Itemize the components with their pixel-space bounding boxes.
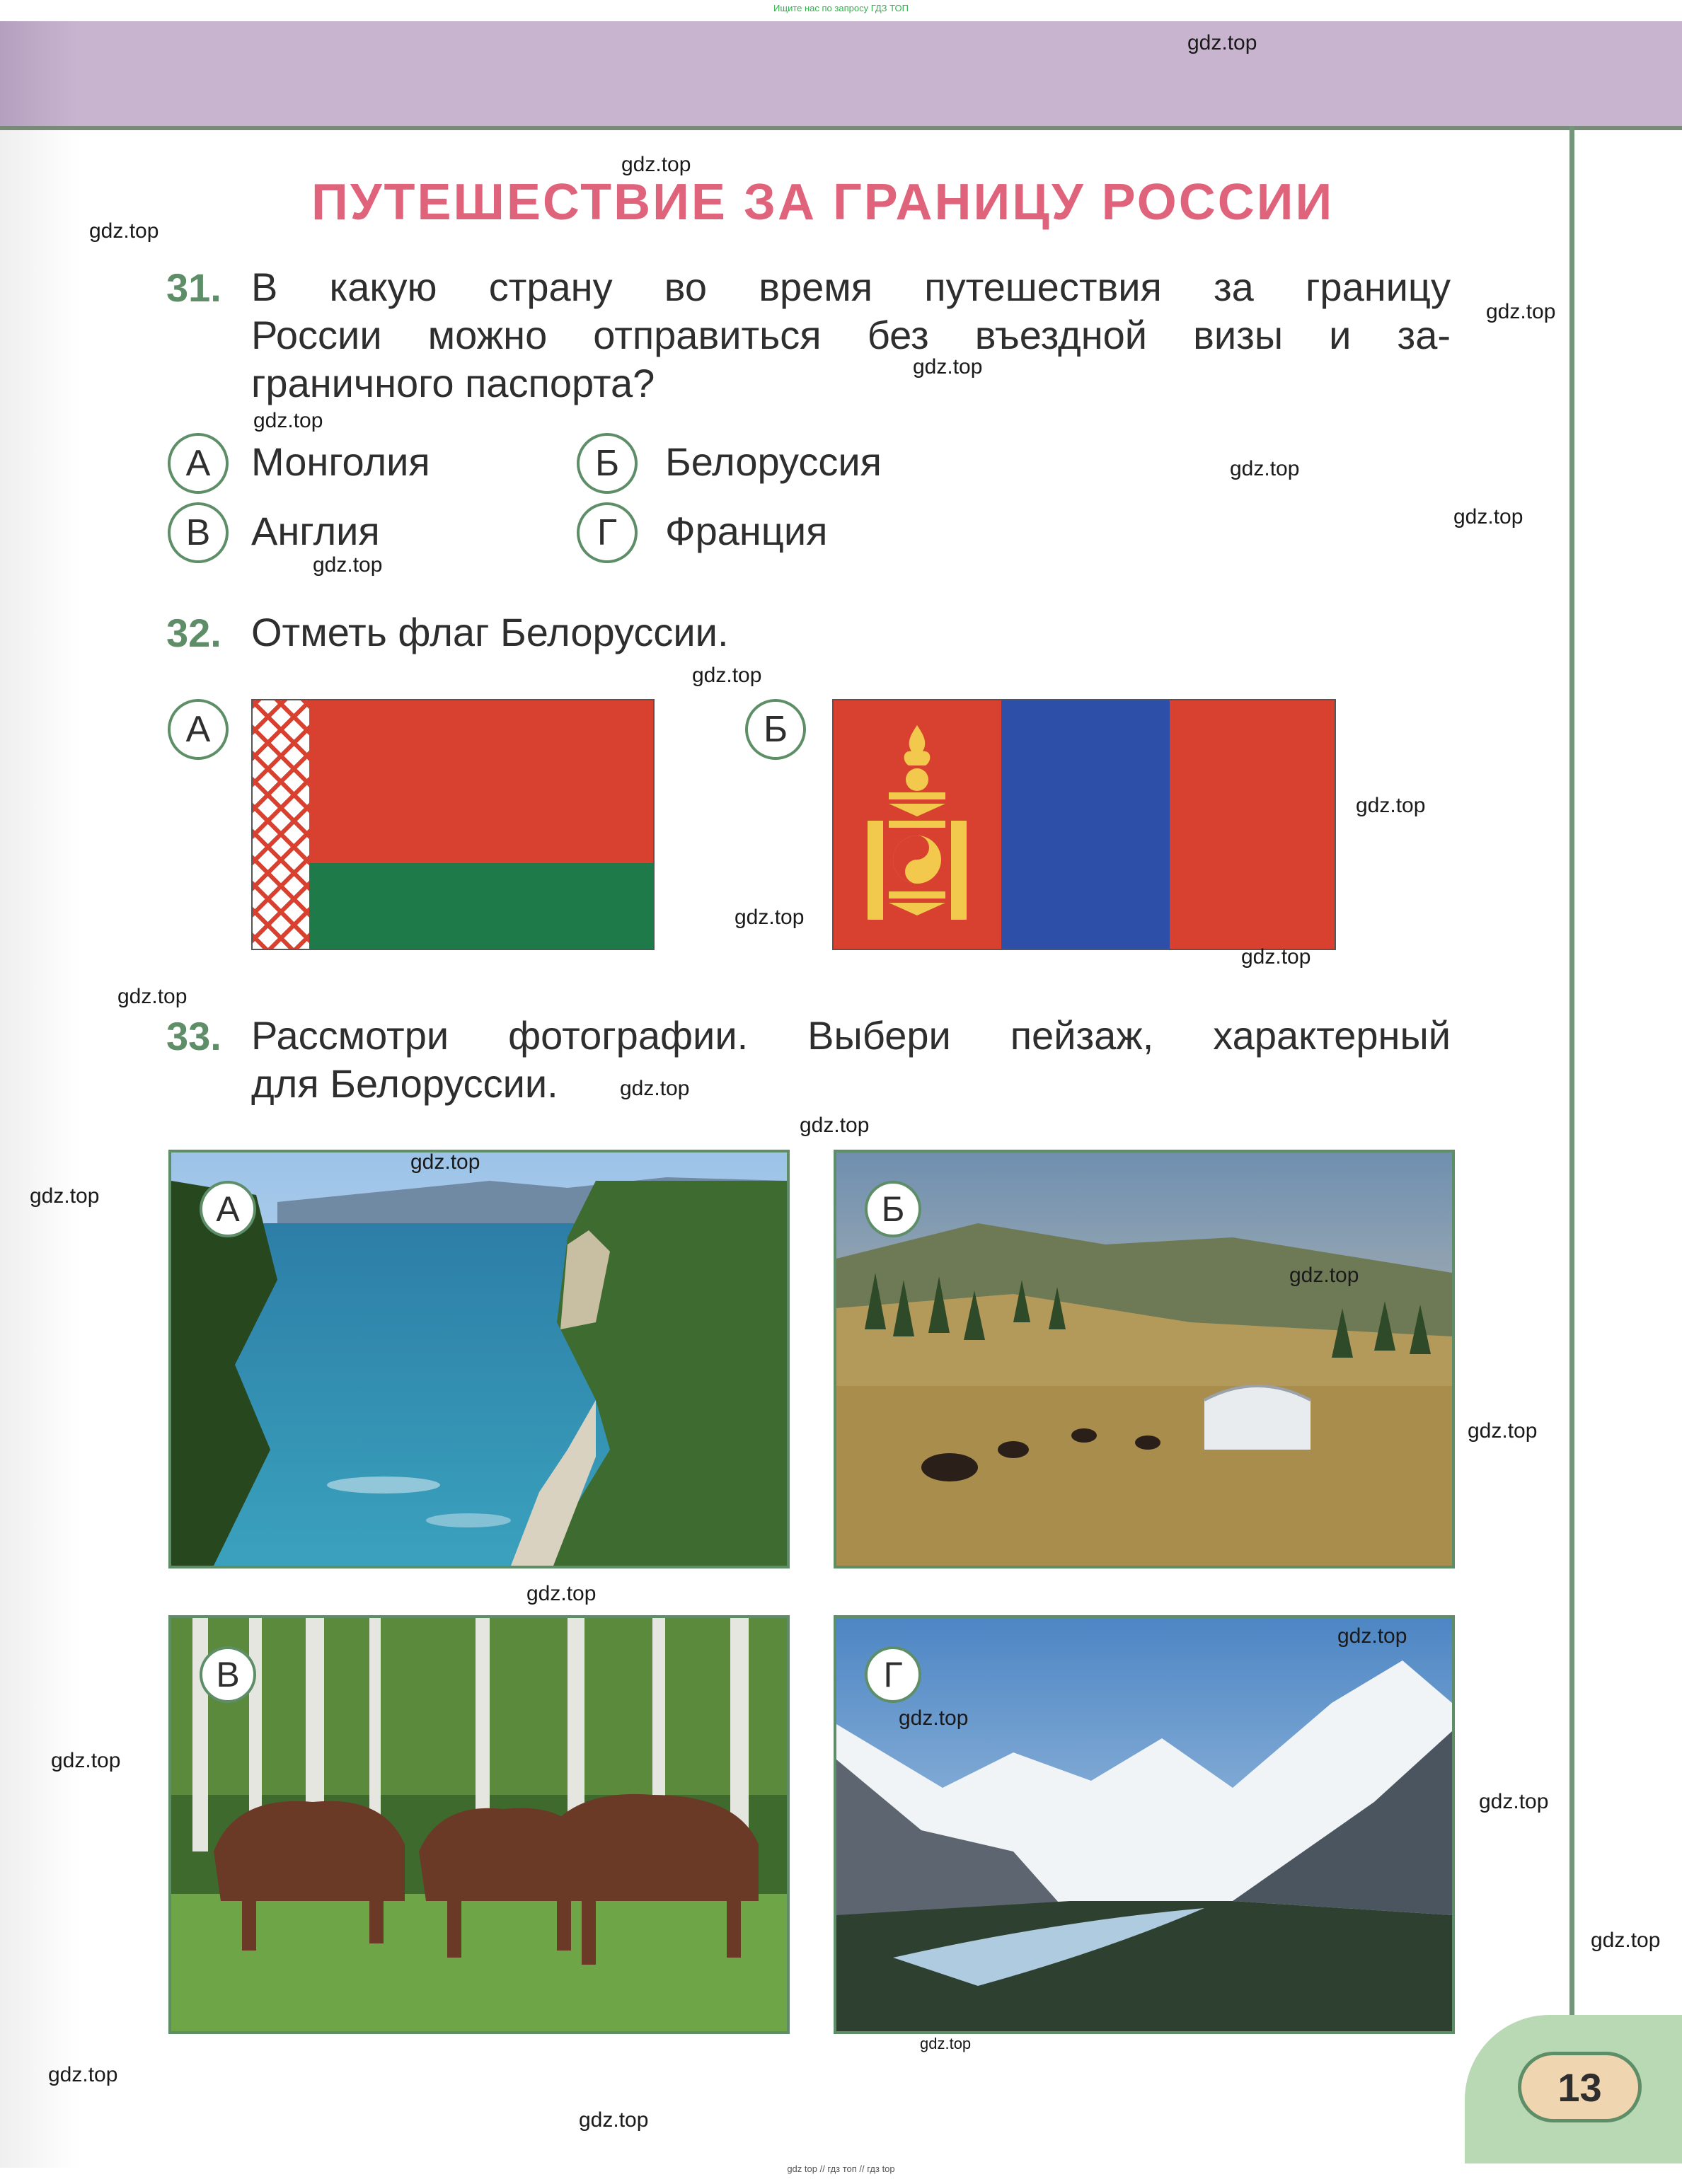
photo-a-sea-coast[interactable]	[168, 1150, 790, 1568]
photo-v-birch-forest-bison[interactable]	[168, 1615, 790, 2034]
question-33-line-2: для Белоруссии.	[251, 1061, 558, 1106]
flag-belarus-image[interactable]	[251, 699, 655, 950]
photo-a-label: А	[200, 1181, 256, 1237]
watermark: gdz.top	[1453, 505, 1523, 528]
watermark: gdz.top	[1591, 1929, 1661, 1952]
question-31-number: 31.	[166, 265, 221, 310]
watermark: gdz.top	[1479, 1790, 1549, 1813]
q31-option-g-text: Франция	[665, 509, 828, 553]
watermark: gdz.top	[51, 1749, 121, 1772]
q31-option-a-text: Монголия	[251, 439, 430, 484]
watermark: gdz.top	[253, 409, 323, 432]
q31-option-v-text: Англия	[251, 509, 380, 553]
flag-mongolia-image[interactable]	[832, 699, 1336, 950]
page-number: 13	[1518, 2052, 1642, 2122]
photo-g-label: Г	[865, 1646, 921, 1703]
question-33-number: 33.	[166, 1014, 221, 1058]
question-32-text: Отметь флаг Белоруссии.	[251, 610, 729, 654]
watermark: gdz.top	[692, 664, 762, 687]
q31-option-g-marker[interactable]: Г	[577, 502, 638, 563]
watermark: gdz.top	[920, 2035, 972, 2052]
watermark: gdz.top	[526, 1582, 597, 1605]
watermark: gdz.top	[1356, 794, 1426, 817]
watermark: gdz.top	[313, 553, 383, 577]
q31-option-a-marker[interactable]: А	[168, 433, 229, 494]
question-31-line-2: России можно отправиться без въездной визы и за-	[251, 313, 1451, 357]
watermark: gdz.top	[1241, 945, 1311, 969]
page-title: ПУТЕШЕСТВИЕ ЗА ГРАНИЦУ РОССИИ	[311, 174, 1335, 231]
q31-option-b-marker[interactable]: Б	[577, 433, 638, 494]
q31-option-v-marker[interactable]: В	[168, 502, 229, 563]
photo-b-label: Б	[865, 1181, 921, 1237]
ornament-band	[253, 700, 309, 949]
header-band	[0, 21, 1682, 126]
watermark: gdz.top	[1230, 457, 1300, 480]
q32-option-a-marker[interactable]: А	[168, 699, 229, 760]
page-gutter-shade	[0, 130, 81, 2168]
header-divider	[0, 126, 1682, 130]
q31-option-b-text: Белоруссия	[665, 439, 882, 484]
watermark: gdz.top	[410, 1150, 480, 1174]
watermark: gdz.top	[1486, 300, 1556, 323]
watermark: gdz.top	[1187, 31, 1257, 54]
photo-g-snowy-mountains[interactable]	[834, 1615, 1455, 2034]
watermark: gdz.top	[913, 355, 983, 379]
watermark: gdz.top	[89, 219, 159, 243]
top-note: Ищите нас по запросу ГДЗ ТОП	[773, 3, 909, 13]
watermark: gdz.top	[621, 153, 691, 176]
watermark: gdz.top	[579, 2108, 649, 2132]
bottom-note: gdz top // гдз топ // гдз top	[787, 2163, 895, 2174]
watermark: gdz.top	[1337, 1624, 1407, 1648]
watermark: gdz.top	[30, 1184, 100, 1208]
watermark: gdz.top	[800, 1114, 870, 1137]
watermark: gdz.top	[1468, 1419, 1538, 1443]
q32-option-b-marker[interactable]: Б	[745, 699, 806, 760]
watermark: gdz.top	[899, 1706, 969, 1730]
photo-b-steppe-yurt[interactable]	[834, 1150, 1455, 1568]
watermark: gdz.top	[735, 906, 805, 929]
soyombo-emblem-icon	[860, 722, 974, 934]
question-31-line-3: граничного паспорта?	[251, 361, 655, 405]
question-32-number: 32.	[166, 611, 221, 655]
right-margin-rule	[1569, 126, 1574, 2036]
question-33-line-1: Рассмотри фотографии. Выбери пейзаж, характерный	[251, 1013, 1451, 1058]
watermark: gdz.top	[620, 1077, 690, 1100]
watermark: gdz.top	[1289, 1264, 1359, 1287]
photo-v-label: В	[200, 1646, 256, 1703]
question-31-line-1: В какую страну во время путешествия за границу	[251, 265, 1451, 309]
watermark: gdz.top	[48, 2063, 118, 2086]
watermark: gdz.top	[117, 985, 188, 1008]
